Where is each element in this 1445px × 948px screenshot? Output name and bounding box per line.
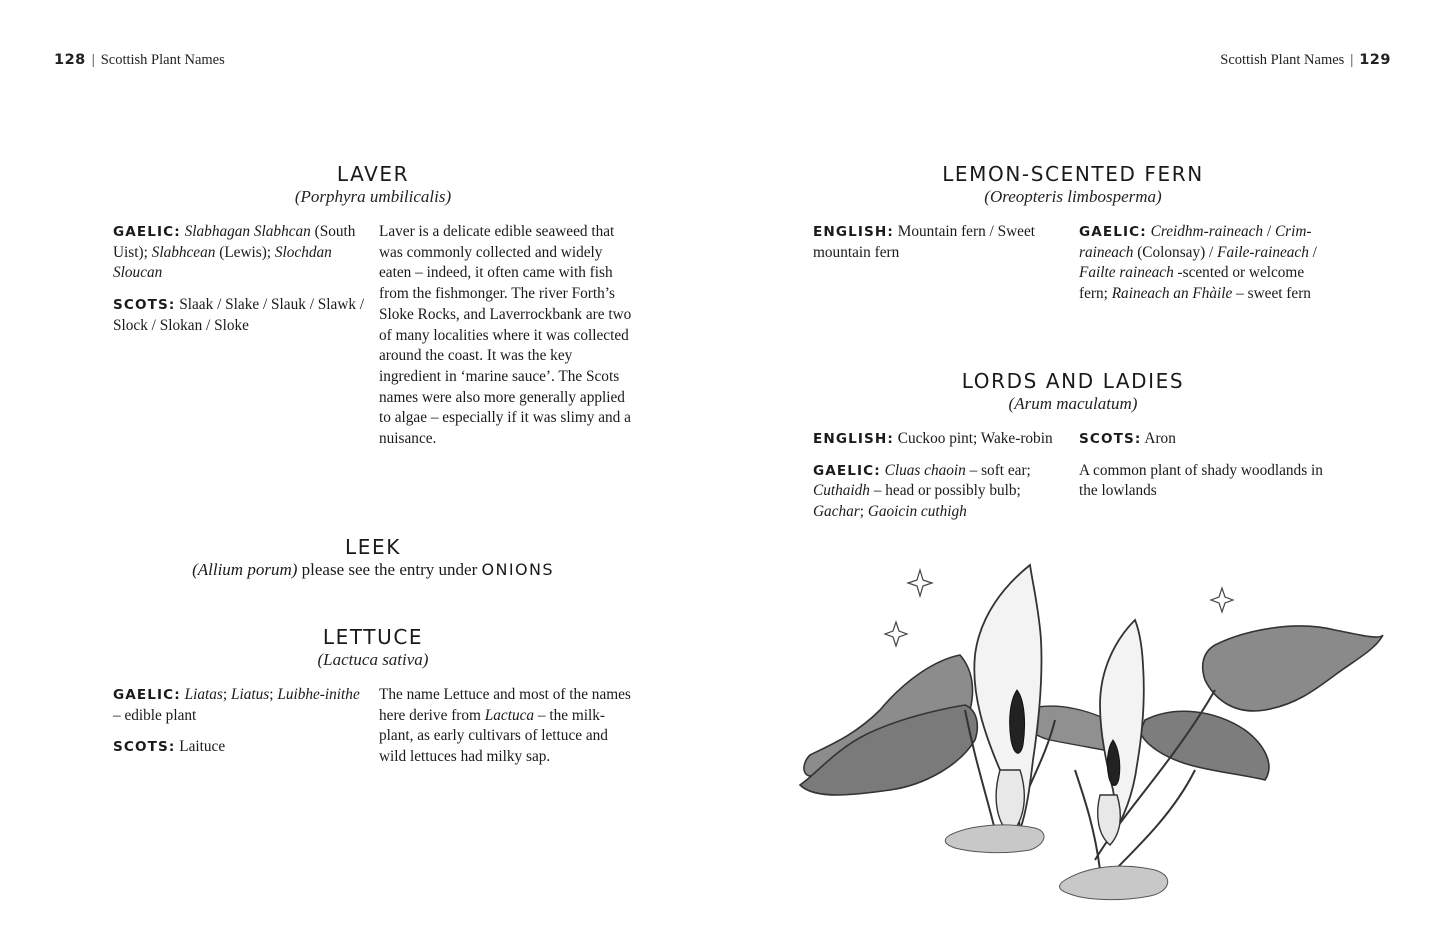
stem	[1075, 770, 1100, 870]
entry-columns	[813, 429, 1333, 534]
entry-columns	[113, 222, 633, 461]
gaelic-note: – head or possibly bulb;	[869, 482, 1021, 500]
gaelic-note: -scented or welcome fern;	[1079, 264, 1305, 303]
entry-description: A common plant of shady woodlands in the lowlands	[1079, 461, 1323, 500]
gaelic-name: Crim-raineach	[1079, 223, 1312, 261]
english-text: Cuckoo pint; Wake-robin	[893, 430, 1053, 447]
scots-label: SCOTS:	[113, 739, 176, 756]
gaelic-name: Failte raineach	[1079, 264, 1174, 282]
gaelic-names	[1079, 222, 1333, 305]
right-running-head	[1220, 52, 1391, 69]
gaelic-note: – sweet fern	[1232, 285, 1311, 303]
gaelic-note: – soft ear;	[965, 461, 1031, 479]
header-separator-right: |	[1350, 52, 1354, 68]
description-text: The name Lettuce and most of the names here derive from	[379, 686, 631, 724]
entry-title: LAVER	[336, 162, 410, 186]
gaelic-label: GAELIC:	[113, 687, 181, 703]
english-label: ENGLISH:	[813, 224, 894, 240]
gaelic-name: Faile-raineach	[1217, 243, 1309, 261]
entry-lemon-scented-fern	[813, 162, 1333, 316]
cross-reference	[113, 559, 633, 581]
gaelic-column	[1079, 222, 1333, 316]
description-column	[379, 685, 633, 779]
entry-title: LETTUCE	[322, 625, 424, 649]
scots-names	[1079, 429, 1333, 450]
gaelic-name: Slabhagan Slabhcan	[184, 223, 311, 240]
gaelic-name: Slabhcean	[151, 243, 216, 261]
gaelic-name: Gaoicin cuthigh	[867, 503, 967, 521]
header-separator-left: |	[91, 52, 95, 68]
right-page-number: 129	[1359, 52, 1391, 68]
left-book-title: Scottish Plant Names	[100, 52, 225, 68]
entry-description: Laver is a delicate edible seaweed that was commonly collected and widely eaten – indeed, it often came with fish from the fishmonger. The river Forth’s Sloke Rocks, and Laverrockbank are two of many localities where it was collected around the coast. It was the key ingredient in ‘marine sauce’. The Scots names were also more generally applied to algae – especially if it was slimy and a nuisance.	[379, 223, 632, 448]
scots-text: Aron	[1141, 430, 1176, 447]
entry-latin-name: (Lactuca sativa)	[317, 650, 429, 669]
english-names	[813, 429, 1065, 450]
english-column	[813, 222, 1079, 316]
entry-lords-and-ladies	[813, 369, 1333, 534]
gaelic-note: ;	[859, 503, 868, 521]
gaelic-name: Creidhm-raineach	[1150, 223, 1264, 240]
entry-latin-name: (Arum maculatum)	[1008, 394, 1138, 413]
entry-lettuce	[113, 625, 633, 779]
english-names	[813, 222, 1065, 263]
gaelic-name: Luibhe-inithe	[277, 686, 360, 703]
left-running-head	[54, 52, 225, 69]
entry-description	[379, 685, 633, 768]
scots-label: SCOTS:	[113, 297, 176, 314]
entry-latin-name: (Oreopteris limbosperma)	[984, 187, 1162, 206]
scots-column	[1079, 429, 1333, 534]
description-column	[379, 222, 633, 461]
leaf-right-mid	[1140, 711, 1269, 780]
entry-title: LEEK	[345, 535, 401, 559]
entry-columns	[113, 685, 633, 779]
gaelic-note: ;	[222, 686, 231, 703]
names-column	[113, 685, 379, 779]
gaelic-name: Liatus	[230, 686, 270, 703]
description-latin: Lactuca	[484, 706, 535, 724]
spathe-base	[1098, 795, 1121, 845]
gaelic-name: Cuthaidh	[813, 482, 870, 500]
gaelic-name: Liatas	[184, 686, 223, 703]
gaelic-note: ;	[269, 686, 278, 703]
gaelic-name: Slochdan Sloucan	[113, 243, 332, 282]
right-book-title: Scottish Plant Names	[1220, 52, 1345, 68]
english-text: Mountain fern / Sweet mountain fern	[813, 223, 1035, 261]
sparkle-icon	[885, 622, 907, 646]
sparkle-icon	[908, 570, 932, 596]
names-column	[813, 429, 1079, 534]
gaelic-note: (South Uist);	[113, 223, 356, 261]
gaelic-names	[113, 685, 365, 726]
gaelic-note: (Colonsay) /	[1133, 243, 1218, 261]
names-column	[113, 222, 379, 461]
gaelic-label: GAELIC:	[113, 224, 181, 240]
gaelic-names	[113, 222, 365, 284]
scots-text: Slaak / Slake / Slauk / Slawk / Slock / Slokan / Sloke	[113, 296, 365, 334]
sparkle-icons	[885, 570, 1233, 646]
leaf-right-large	[1203, 626, 1383, 711]
entry-title: LEMON-SCENTED FERN	[942, 162, 1204, 186]
gaelic-names	[813, 461, 1065, 523]
entry-leek	[113, 535, 633, 581]
gaelic-name: Raineach an Fhàile	[1111, 285, 1233, 303]
gaelic-label: GAELIC:	[1079, 224, 1147, 240]
see-text: please see the entry under	[297, 560, 482, 579]
scots-names	[113, 295, 365, 336]
gaelic-note: /	[1308, 243, 1317, 261]
gaelic-name: Cluas chaoin	[884, 461, 966, 479]
left-page-number: 128	[54, 52, 86, 68]
scots-names	[113, 737, 365, 758]
gaelic-note: – edible plant	[113, 706, 197, 724]
arum-plant-illustration	[795, 560, 1385, 920]
gaelic-name: Gachar	[813, 503, 860, 521]
ground-patch	[1060, 866, 1168, 899]
scots-label: SCOTS:	[1079, 431, 1142, 447]
entry-latin-name: (Porphyra umbilicalis)	[294, 187, 452, 206]
entry-title: LORDS AND LADIES	[961, 369, 1185, 393]
entry-laver	[113, 162, 633, 461]
english-label: ENGLISH:	[813, 431, 894, 447]
entry-latin-name: (Allium porum)	[192, 560, 298, 579]
gaelic-label: GAELIC:	[813, 462, 881, 479]
scots-text: Laituce	[175, 738, 226, 756]
entry-columns	[813, 222, 1333, 316]
gaelic-note: (Lewis);	[215, 243, 275, 261]
gaelic-note: /	[1263, 223, 1275, 240]
sparkle-icon	[1211, 588, 1233, 612]
see-target: ONIONS	[481, 560, 554, 579]
description-text: – the milk-plant, as early cultivars of lettuce and wild lettuces had milky sap.	[379, 706, 608, 766]
ground-patch	[945, 825, 1044, 853]
